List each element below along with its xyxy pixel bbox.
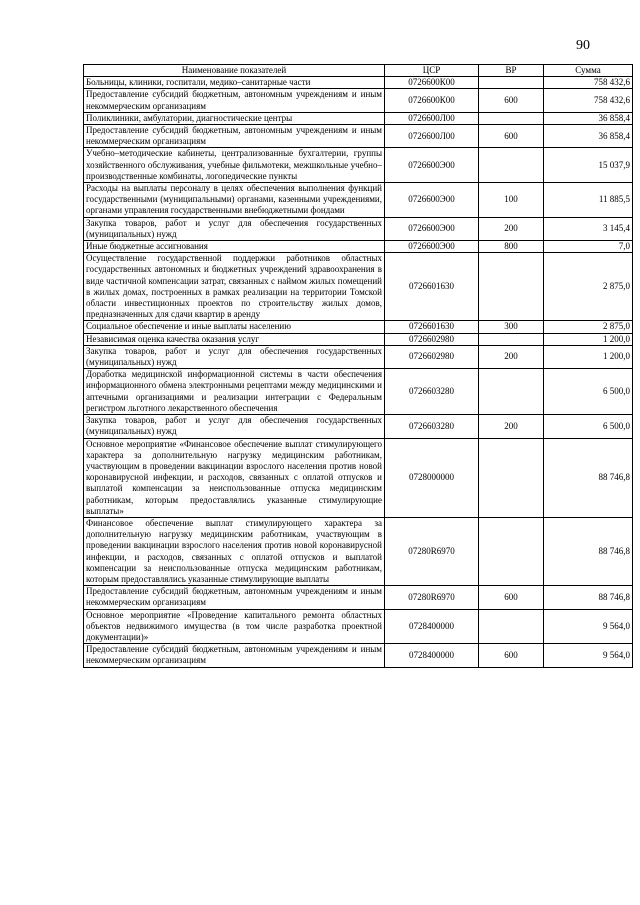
row-vr	[479, 517, 544, 585]
header-sum: Сумма	[544, 65, 633, 77]
row-name: Финансовое обеспечение выплат стимулирующего характера за дополнительную нагрузку медицинским работникам, участвующим в проведении вакцинации взрослого населения против новой коронавирусной инфекции, и расходов, связанных с оплатой отпусков и выплатой компенсации за неиспользованные отпуска медицинским работникам, которым предоставлялись указанные стимулирующие выплаты	[84, 517, 385, 585]
row-name: Доработка медицинской информационной системы в части обеспечения информационного обмена электронными рецептами между медицинскими и аптечными организациями и реализации интеграции с Федеральным регистром льготного лекарственного обеспечения	[84, 369, 385, 415]
row-sum: 7,0	[544, 241, 633, 253]
table-row	[84, 217, 633, 240]
table-row	[84, 89, 633, 112]
row-vr	[479, 609, 544, 644]
header-vr: ВР	[479, 65, 544, 77]
row-csr: 0726600К00	[385, 77, 479, 89]
row-csr: 0726602980	[385, 333, 479, 345]
row-csr: 07280R6970	[385, 586, 479, 609]
row-sum: 36 858,4	[544, 125, 633, 148]
table-row	[84, 415, 633, 438]
row-vr: 200	[479, 415, 544, 438]
row-vr	[479, 438, 544, 517]
table-row	[84, 333, 633, 345]
table-header-row	[84, 65, 633, 77]
row-sum: 6 500,0	[544, 369, 633, 415]
row-sum: 11 885,5	[544, 183, 633, 218]
row-name: Предоставление субсидий бюджетным, автономным учреждениям и иным некоммерческим организациям	[84, 586, 385, 609]
row-sum: 9 564,0	[544, 644, 633, 667]
row-vr	[479, 333, 544, 345]
row-csr: 0728400000	[385, 644, 479, 667]
row-vr	[479, 369, 544, 415]
row-csr: 0726600К00	[385, 89, 479, 112]
row-sum: 758 432,6	[544, 77, 633, 89]
row-name: Предоставление субсидий бюджетным, автономным учреждениям и иным некоммерческим организациям	[84, 125, 385, 148]
header-csr: ЦСР	[385, 65, 479, 77]
row-csr: 0726602980	[385, 345, 479, 368]
budget-table	[83, 64, 633, 668]
page-number: 90	[576, 38, 590, 53]
table-row	[84, 77, 633, 89]
row-csr: 0726600Э00	[385, 148, 479, 183]
row-csr: 0726603280	[385, 369, 479, 415]
row-name: Закупка товаров, работ и услуг для обеспечения государственных (муниципальных) нужд	[84, 415, 385, 438]
table-row	[84, 369, 633, 415]
table-row	[84, 438, 633, 517]
row-sum: 758 432,6	[544, 89, 633, 112]
row-sum: 1 200,0	[544, 333, 633, 345]
row-vr: 100	[479, 183, 544, 218]
row-name: Больницы, клиники, госпитали, медико–санитарные части	[84, 77, 385, 89]
row-csr: 0726601630	[385, 253, 479, 321]
row-vr	[479, 253, 544, 321]
row-sum: 36 858,4	[544, 112, 633, 124]
row-sum: 3 145,4	[544, 217, 633, 240]
row-sum: 2 875,0	[544, 321, 633, 333]
row-sum: 88 746,8	[544, 517, 633, 585]
row-sum: 2 875,0	[544, 253, 633, 321]
row-sum: 88 746,8	[544, 438, 633, 517]
row-name: Иные бюджетные ассигнования	[84, 241, 385, 253]
row-name: Расходы на выплаты персоналу в целях обеспечения выполнения функций государственными (муниципальными) органами, казенными учреждениями, органами управления государственными внебюджетными фондами	[84, 183, 385, 218]
row-vr: 600	[479, 586, 544, 609]
table-row	[84, 148, 633, 183]
row-csr: 0726600Э00	[385, 241, 479, 253]
table-row	[84, 609, 633, 644]
table-row	[84, 644, 633, 667]
row-name: Осуществление государственной поддержки работников областных государственных автономных и бюджетных учреждений здравоохранения в виде частичной компенсации затрат, связанных с наймом жилых помещений в жилых домах, построенных в рамках реализации на территории Томской области инвестиционных проектов по строительству жилых домов, предназначенных для сдачи квартир в аренду	[84, 253, 385, 321]
row-vr: 600	[479, 89, 544, 112]
row-name: Основное мероприятие «Финансовое обеспечение выплат стимулирующего характера за дополнительную нагрузку медицинским работникам, участвующим в проведении вакцинации взрослого населения против новой коронавирусной инфекции, и расходов, связанных с оплатой отпусков и выплатой компенсации за неиспользованные отпуска медицинским работникам, которым предоставлялись указанные стимулирующие выплаты»	[84, 438, 385, 517]
row-name: Поликлиники, амбулатории, диагностические центры	[84, 112, 385, 124]
row-vr: 600	[479, 125, 544, 148]
row-name: Учебно–методические кабинеты, централизованные бухгалтерии, группы хозяйственного обслуживания, учебные фильмотеки, межшкольные учебно–производственные комбинаты, логопедические пункты	[84, 148, 385, 183]
row-csr: 0726600Э00	[385, 183, 479, 218]
row-name: Независимая оценка качества оказания услуг	[84, 333, 385, 345]
row-vr: 800	[479, 241, 544, 253]
row-csr: 0726600Э00	[385, 217, 479, 240]
table-row	[84, 112, 633, 124]
row-vr: 200	[479, 217, 544, 240]
table-row	[84, 586, 633, 609]
row-csr: 0728400000	[385, 609, 479, 644]
table-row	[84, 321, 633, 333]
row-name: Социальное обеспечение и иные выплаты населению	[84, 321, 385, 333]
row-csr: 0726601630	[385, 321, 479, 333]
row-csr: 07280R6970	[385, 517, 479, 585]
row-name: Основное мероприятие «Проведение капитального ремонта областных объектов недвижимого имущества (в том числе разработка проектной документации)»	[84, 609, 385, 644]
row-csr: 0726603280	[385, 415, 479, 438]
row-vr	[479, 112, 544, 124]
row-vr: 200	[479, 345, 544, 368]
row-sum: 88 746,8	[544, 586, 633, 609]
row-name: Предоставление субсидий бюджетным, автономным учреждениям и иным некоммерческим организациям	[84, 644, 385, 667]
row-csr: 0728000000	[385, 438, 479, 517]
row-vr: 300	[479, 321, 544, 333]
row-name: Закупка товаров, работ и услуг для обеспечения государственных (муниципальных) нужд	[84, 217, 385, 240]
row-vr: 600	[479, 644, 544, 667]
table-row	[84, 345, 633, 368]
table-row	[84, 253, 633, 321]
header-name: Наименование показателей	[84, 65, 385, 77]
row-vr	[479, 148, 544, 183]
row-csr: 0726600Л00	[385, 112, 479, 124]
row-vr	[479, 77, 544, 89]
row-sum: 15 037,9	[544, 148, 633, 183]
row-name: Предоставление субсидий бюджетным, автономным учреждениям и иным некоммерческим организациям	[84, 89, 385, 112]
row-csr: 0726600Л00	[385, 125, 479, 148]
table-row	[84, 517, 633, 585]
row-sum: 6 500,0	[544, 415, 633, 438]
table-row	[84, 241, 633, 253]
row-name: Закупка товаров, работ и услуг для обеспечения государственных (муниципальных) нужд	[84, 345, 385, 368]
row-sum: 9 564,0	[544, 609, 633, 644]
table-row	[84, 183, 633, 218]
row-sum: 1 200,0	[544, 345, 633, 368]
table-row	[84, 125, 633, 148]
